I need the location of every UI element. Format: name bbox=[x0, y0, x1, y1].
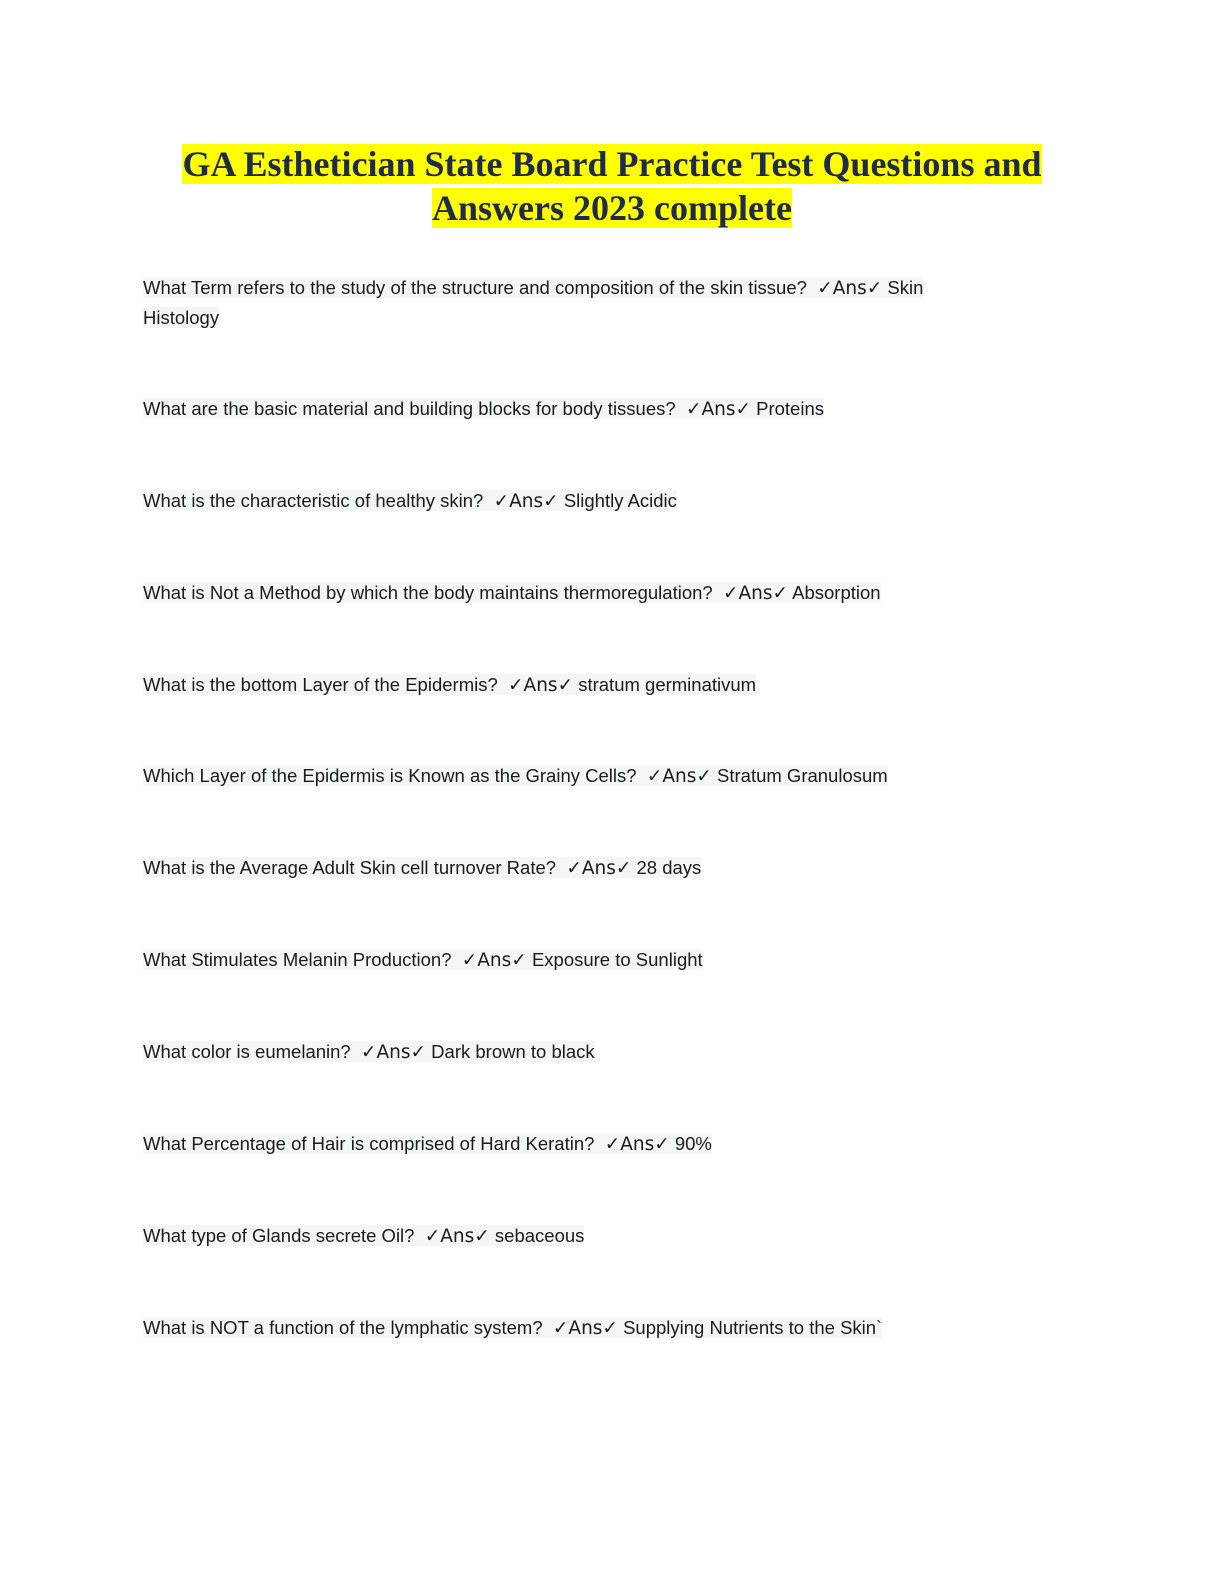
answer-marker: ✓Ans✓ bbox=[552, 1318, 618, 1339]
qa-item-10 bbox=[143, 1129, 1003, 1159]
answer-marker: ✓Ans✓ bbox=[493, 491, 559, 512]
answer-marker: ✓Ans✓ bbox=[508, 675, 574, 696]
qa-item-4 bbox=[143, 578, 1003, 608]
question-text: What is the bottom Layer of the Epidermis? bbox=[143, 674, 498, 695]
qa-item-9 bbox=[143, 1037, 1003, 1067]
answer-marker: ✓Ans✓ bbox=[566, 858, 632, 879]
question-text: What is Not a Method by which the body maintains thermoregulation? bbox=[143, 582, 713, 603]
answer-marker: ✓Ans✓ bbox=[646, 766, 712, 787]
document-title bbox=[100, 142, 1124, 230]
qa-item-12 bbox=[143, 1313, 1003, 1343]
question-text: What is NOT a function of the lymphatic system? bbox=[143, 1317, 543, 1338]
answer-marker: ✓Ans✓ bbox=[361, 1042, 427, 1063]
title-line-1: GA Esthetician State Board Practice Test Questions and bbox=[182, 144, 1042, 184]
answer-marker: ✓Ans✓ bbox=[722, 583, 789, 604]
title-line-2: Answers 2023 complete bbox=[432, 188, 792, 228]
answer-text: Slightly Acidic bbox=[563, 490, 677, 511]
answer-text: Supplying Nutrients to the Skin` bbox=[623, 1317, 883, 1338]
qa-item-11 bbox=[143, 1221, 1003, 1251]
answer-text: Stratum Granulosum bbox=[717, 765, 888, 786]
qa-item-5 bbox=[143, 670, 1003, 700]
answer-text: Dark brown to black bbox=[431, 1041, 595, 1062]
qa-item-6 bbox=[143, 761, 1003, 791]
answer-marker: ✓Ans✓ bbox=[604, 1134, 670, 1155]
question-text: What color is eumelanin? bbox=[143, 1041, 351, 1062]
answer-text: sebaceous bbox=[494, 1225, 585, 1246]
qa-item-3 bbox=[143, 486, 1003, 516]
question-text: What Stimulates Melanin Production? bbox=[143, 949, 452, 970]
qa-item-8 bbox=[143, 945, 1003, 975]
answer-text: Absorption bbox=[792, 582, 881, 603]
answer-text: Skin Histology bbox=[143, 277, 924, 328]
answer-text: 28 days bbox=[636, 857, 702, 878]
question-text: What is the Average Adult Skin cell turnover Rate? bbox=[143, 857, 557, 878]
answer-marker: ✓Ans✓ bbox=[424, 1226, 490, 1247]
question-text: What are the basic material and building blocks for body tissues? bbox=[143, 398, 676, 419]
question-text: Which Layer of the Epidermis is Known as the Grainy Cells? bbox=[143, 765, 637, 786]
answer-marker: ✓Ans✓ bbox=[685, 399, 751, 420]
qa-item-1 bbox=[143, 273, 1003, 332]
answer-text: 90% bbox=[674, 1133, 712, 1154]
answer-marker: ✓Ans✓ bbox=[817, 278, 883, 299]
qa-item-7 bbox=[143, 853, 1003, 883]
question-text: What is the characteristic of healthy skin? bbox=[143, 490, 484, 511]
question-text: What type of Glands secrete Oil? bbox=[143, 1225, 415, 1246]
answer-text: Exposure to Sunlight bbox=[531, 949, 703, 970]
answer-text: Proteins bbox=[756, 398, 824, 419]
answer-text: stratum germinativum bbox=[578, 674, 757, 695]
qa-item-2 bbox=[143, 394, 1003, 424]
question-text: What Term refers to the study of the structure and composition of the skin tissue? bbox=[143, 277, 807, 298]
answer-marker: ✓Ans✓ bbox=[461, 950, 527, 971]
question-text: What Percentage of Hair is comprised of Hard Keratin? bbox=[143, 1133, 595, 1154]
